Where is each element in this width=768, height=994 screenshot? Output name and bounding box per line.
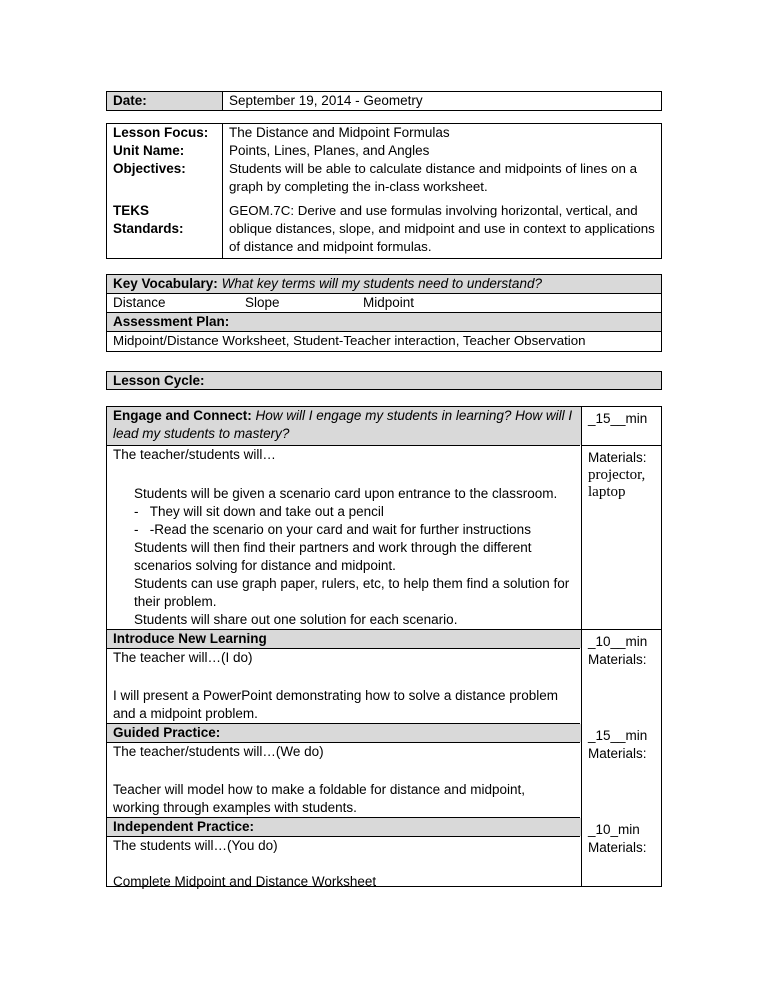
vocab-term: Slope [245, 295, 280, 310]
introduce-time: _10__min [588, 634, 648, 649]
vocabulary-table [106, 274, 662, 352]
assessment-text: Midpoint/Distance Worksheet, Student-Teacher interaction, Teacher Observation [113, 333, 586, 348]
guided-body: Teacher will model how to make a foldable for distance and midpoint, working through examples with students. [113, 782, 525, 815]
lesson-cycle-bar [106, 371, 662, 390]
unit-name-value: Points, Lines, Planes, and Angles [229, 143, 430, 158]
lesson-focus-value: The Distance and Midpoint Formulas [229, 125, 450, 140]
guided-heading-row [107, 724, 581, 742]
date-value: September 19, 2014 - Geometry [229, 93, 423, 108]
independent-materials: Materials: [588, 840, 647, 855]
vocab-term: Midpoint [363, 295, 415, 310]
engage-bullet: - They will sit down and take out a pencil [134, 504, 384, 519]
introduce-materials: Materials: [588, 652, 647, 667]
vocab-heading-row [107, 275, 661, 293]
independent-time: _10_min [588, 822, 640, 837]
assessment-heading: Assessment Plan: [113, 314, 230, 329]
lesson-focus-label: Lesson Focus: [113, 125, 209, 140]
guided-time: _15__min [588, 728, 648, 743]
independent-heading: Independent Practice: [113, 819, 255, 834]
teks-label: TEKS Standards: [113, 203, 184, 236]
introduce-heading-row [107, 630, 581, 648]
independent-body: Complete Midpoint and Distance Worksheet [113, 874, 377, 889]
engage-line: Students will then find their partners and work through the different scenarios solving for distance and midpoint. [134, 540, 532, 573]
engage-line: Students will share out one solution for each scenario. [134, 612, 458, 627]
engage-line: Students can use graph paper, rulers, etc, to help them find a solution for their problem. [134, 576, 570, 609]
independent-intro: The students will…(You do) [113, 838, 278, 853]
engage-intro: The teacher/students will… [113, 447, 276, 462]
vocab-heading: Key Vocabulary: [113, 276, 218, 291]
lesson-cycle-label: Lesson Cycle: [113, 373, 205, 388]
objectives-value: Students will be able to calculate distance and midpoints of lines on a graph by completing the in-class worksheet. [229, 161, 638, 194]
vocab-question: What key terms will my students need to understand? [221, 276, 542, 291]
assessment-heading-row [107, 313, 661, 331]
independent-heading-row [107, 818, 581, 836]
lesson-info-table [106, 123, 662, 259]
engage-time: _15__min [588, 411, 648, 426]
engage-bullet: - -Read the scenario on your card and wait for further instructions [134, 522, 531, 537]
teks-value: GEOM.7C: Derive and use formulas involving horizontal, vertical, and oblique distances, slope, and midpoint and use in context to applications of distance and midpoint formulas. [229, 203, 655, 254]
objectives-label: Objectives: [113, 161, 186, 176]
guided-intro: The teacher/students will…(We do) [113, 744, 324, 759]
guided-materials: Materials: [588, 746, 647, 761]
lesson-sections-table [106, 406, 662, 887]
introduce-intro: The teacher will…(I do) [113, 650, 253, 665]
vocab-terms-row [107, 294, 661, 312]
engage-line: Students will be given a scenario card upon entrance to the classroom. [134, 486, 558, 501]
date-table [106, 91, 662, 111]
engage-materials: Materials: [588, 450, 647, 465]
introduce-heading: Introduce New Learning [113, 631, 267, 646]
engage-heading-row [107, 407, 581, 445]
engage-materials-list: projector, laptop [588, 467, 646, 500]
guided-heading: Guided Practice: [113, 725, 221, 740]
unit-name-label: Unit Name: [113, 143, 185, 158]
date-label: Date: [113, 93, 147, 108]
date-label-cell [107, 92, 222, 110]
engage-heading: Engage and Connect: [113, 408, 252, 423]
vocab-term: Distance [113, 295, 166, 310]
engage-question: How will I engage my students in learning? How will I lead my students to mastery? [113, 408, 573, 441]
introduce-body: I will present a PowerPoint demonstrating how to solve a distance problem and a midpoint problem. [113, 688, 558, 721]
